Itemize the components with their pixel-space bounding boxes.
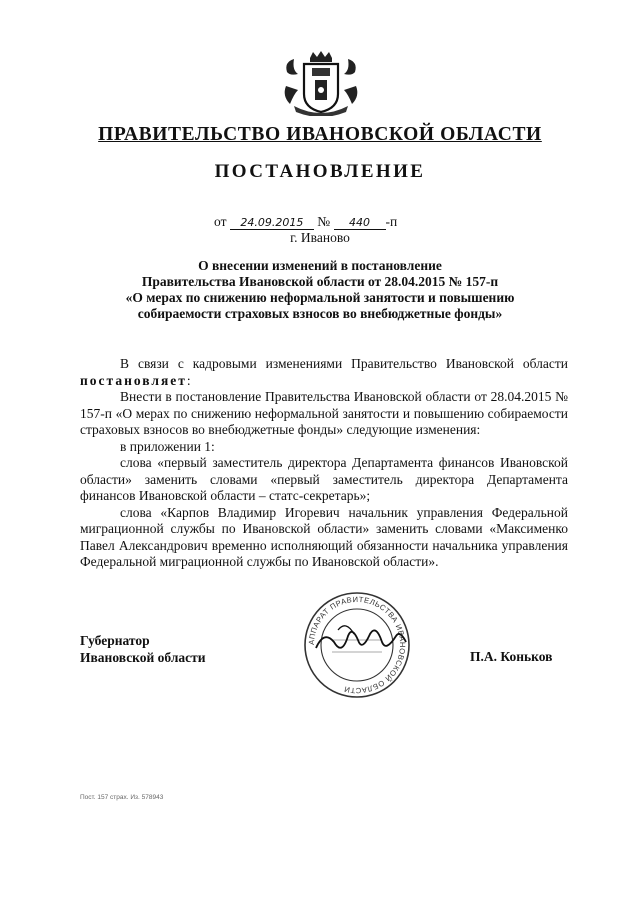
heading-line-3: «О мерах по снижению неформальной занятости и повышению <box>125 290 515 305</box>
coat-of-arms-emblem <box>282 50 360 116</box>
number-suffix: -п <box>385 214 398 229</box>
paragraph-4: слова «первый заместитель директора Департамента финансов Ивановской области» заменить словами «первый заместитель директора Департамента финансов Ивановской области – статс-секретарь»; <box>80 455 568 503</box>
document-heading <box>80 258 560 322</box>
date-number-line <box>214 214 397 230</box>
paragraph-3: в приложении 1: <box>120 438 215 454</box>
number-prefix: № <box>317 214 331 229</box>
footer-code: Пост. 157 страх. Из. 578943 <box>80 794 164 801</box>
city: г. Иваново <box>290 230 350 245</box>
date-value: 24.09.2015 <box>230 216 314 230</box>
signatory-title <box>80 632 206 666</box>
document-type: ПОСТАНОВЛЕНИЕ <box>214 161 426 182</box>
stamp-text: АППАРАТ ПРАВИТЕЛЬСТВА ИВАНОВСКОЙ ОБЛАСТИ <box>306 594 408 696</box>
heading-line-1: О внесении изменений в постановление <box>198 258 442 273</box>
official-stamp <box>302 590 412 700</box>
svg-text:АППАРАТ ПРАВИТЕЛЬСТВА ИВАНОВСК <box>307 595 407 695</box>
heading-line-2: Правительства Ивановской области от 28.04.2015 № 157-п <box>141 274 499 289</box>
signatory-title-line-1: Губернатор <box>80 633 150 648</box>
paragraph-1-text: В связи с кадровыми изменениями Правительство Ивановской области <box>120 356 568 371</box>
document-body <box>80 356 568 571</box>
signatory-title-line-2: Ивановской области <box>80 650 206 665</box>
signatory-name: П.А. Коньков <box>470 649 553 664</box>
decree-keyword: постановляет <box>80 372 187 388</box>
paragraph-2: Внести в постановление Правительства Ивановской области от 28.04.2015 № 157-п «О мерах по снижению неформальной занятости и повышению собираемости страховых взносов во внебюджетные фонды» следующие изменения: <box>80 389 568 437</box>
number-value: 440 <box>334 216 386 230</box>
government-title: ПРАВИТЕЛЬСТВО ИВАНОВСКОЙ ОБЛАСТИ <box>98 124 542 145</box>
heading-line-4: собираемости страховых взносов во внебюджетные фонды» <box>137 306 503 321</box>
paragraph-1-colon: : <box>186 372 191 388</box>
date-prefix: от <box>214 214 227 229</box>
paragraph-1 <box>80 356 568 389</box>
paragraph-5: слова «Карпов Владимир Игоревич начальник управления Федеральной миграционной службы по Ивановской области» заменить словами «Максименко Павел Александрович временно исполняющий обязанности начальника управления Федеральной миграционной службы по Ивановской области». <box>80 504 568 569</box>
